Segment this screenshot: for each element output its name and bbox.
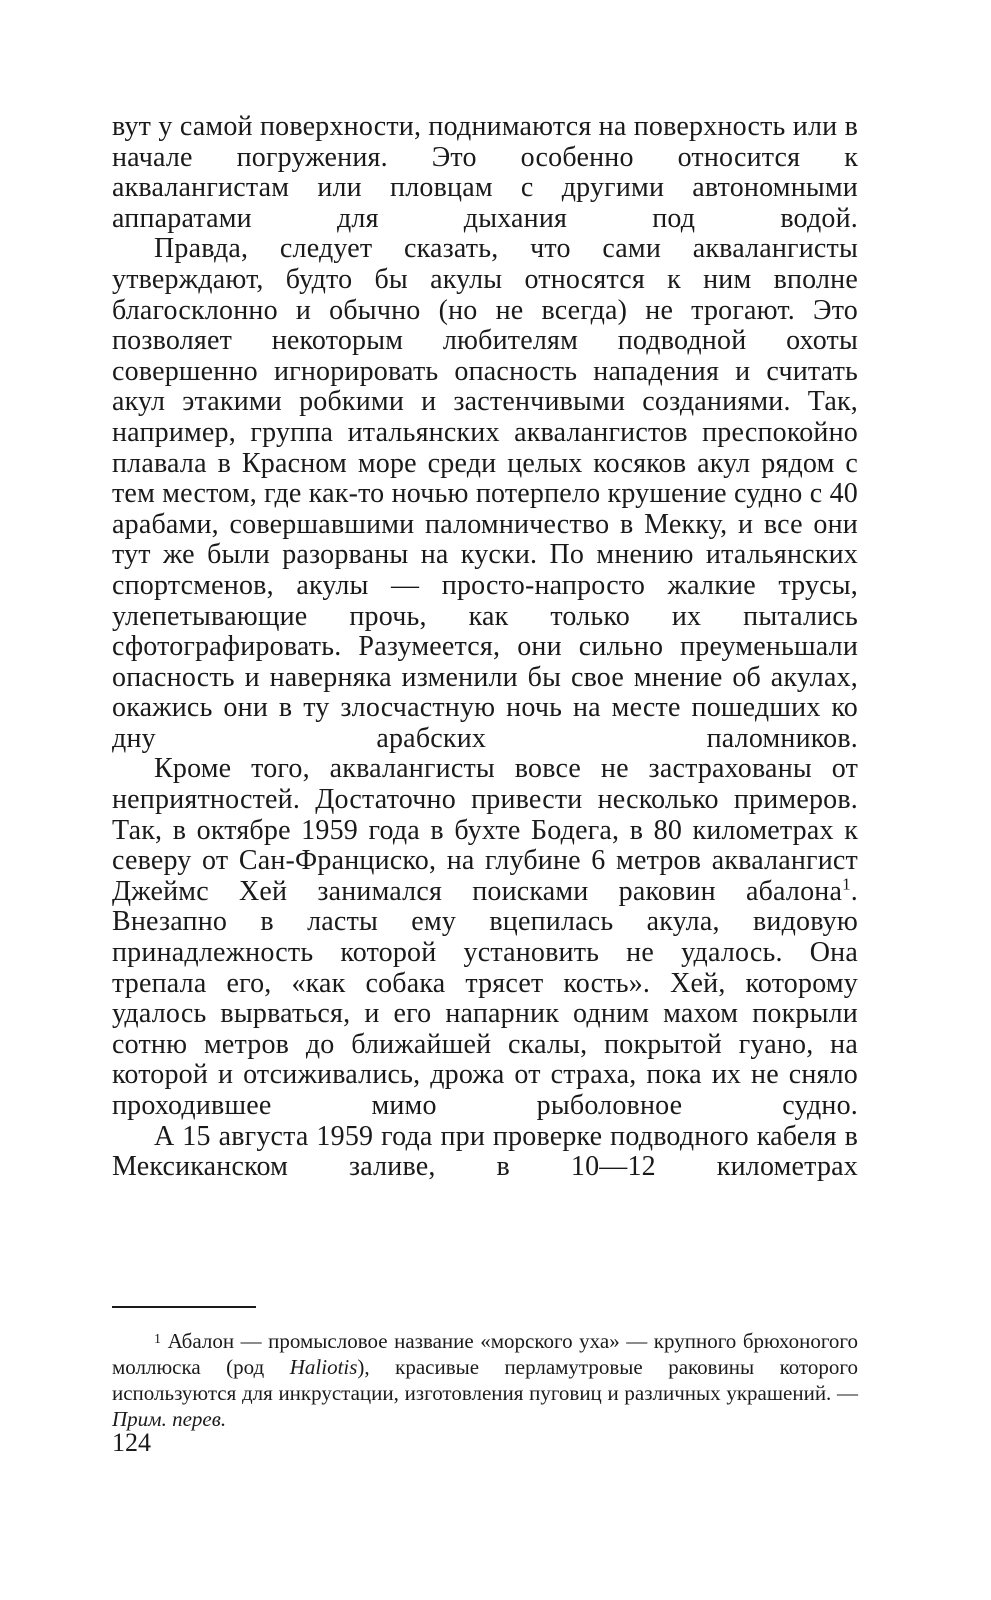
footnote-text — [112, 1328, 858, 1432]
paragraph-bodega-bay-part2: . Внезапно в ласты ему вцепилась акула, видовую принадлежность которой установить не удалось. Она трепала его, «как собака трясет кость». Хей, которому удалось вырваться, и его напарник одним махом покрыли сотню метров до ближайшей скалы, покрытой гуано, на которой и отсиживались, дрожа от страха, пока их не сняло проходившее мимо рыболовное судно. — [112, 875, 858, 1121]
main-text — [112, 112, 858, 1183]
footnote-reference[interactable]: 1 — [842, 874, 851, 894]
footnote-text-part1: Абалон — промысловое название «морского уха» — крупного брюхоногого моллюска (род — [112, 1329, 859, 1379]
paragraph-bodega-bay-part1: Кроме того, аквалангисты вовсе не застрахованы от неприятностей. Достаточно привести несколько примеров. Так, в октябре 1959 года в бухте Бодега, в 80 километрах к северу от Сан-Франциско, на глубине 6 метров аквалангист Джеймс Хей занимался поисками раковин абалона — [112, 753, 858, 907]
paragraph-gulf-of-mexico: А 15 августа 1959 года при проверке подводного кабеля в Мексиканском заливе, в 10—12 километрах — [112, 1120, 858, 1183]
footnote-text-part2: ), красивые перламутровые раковины которого используются для инкрустации, изготовления пуговиц и различных украшений. — — [112, 1355, 858, 1405]
page-body — [112, 112, 858, 1183]
footnote — [112, 1328, 858, 1432]
footnote-divider — [112, 1306, 256, 1308]
paragraph-bodega-bay — [112, 754, 858, 1121]
paragraph-continuation: вут у самой поверхности, поднимаются на поверхность или в начале погружения. Это особенно относится к аквалангистам или пловцам с другими автономными аппаратами для дыхания под водой. — [112, 111, 858, 234]
footnote-marker: 1 — [154, 1332, 161, 1347]
paragraph-aqualungists-attitude: Правда, следует сказать, что сами аквалангисты утверждают, будто бы акулы относятся к ним вполне благосклонно и обычно (но не всегда) не трогают. Это позволяет некоторым любителям подводной охоты совершенно игнорировать опасность нападения и считать акул этакими робкими и застенчивыми созданиями. Так, например, группа итальянских аквалангистов преспокойно плавала в Красном море среди целых косяков акул рядом с тем местом, где как-то ночью потерпело крушение судно с 40 арабами, совершавшими паломничество в Мекку, и все они тут же были разорваны на куски. По мнению итальянских спортсменов, акулы — просто-напросто жалкие трусы, улепетывающие прочь, как только их пытались сфотографировать. Разумеется, они сильно преуменьшали опасность и наверняка изменили бы свое мнение об акулах, окажись они в ту злосчастную ночь на месте пошедших ко дну арабских паломников. — [112, 233, 858, 754]
page-number: 124 — [112, 1428, 151, 1457]
footnote-translator-note: Прим. перев. — [112, 1407, 227, 1431]
footnote-genus: Haliotis — [289, 1355, 358, 1379]
